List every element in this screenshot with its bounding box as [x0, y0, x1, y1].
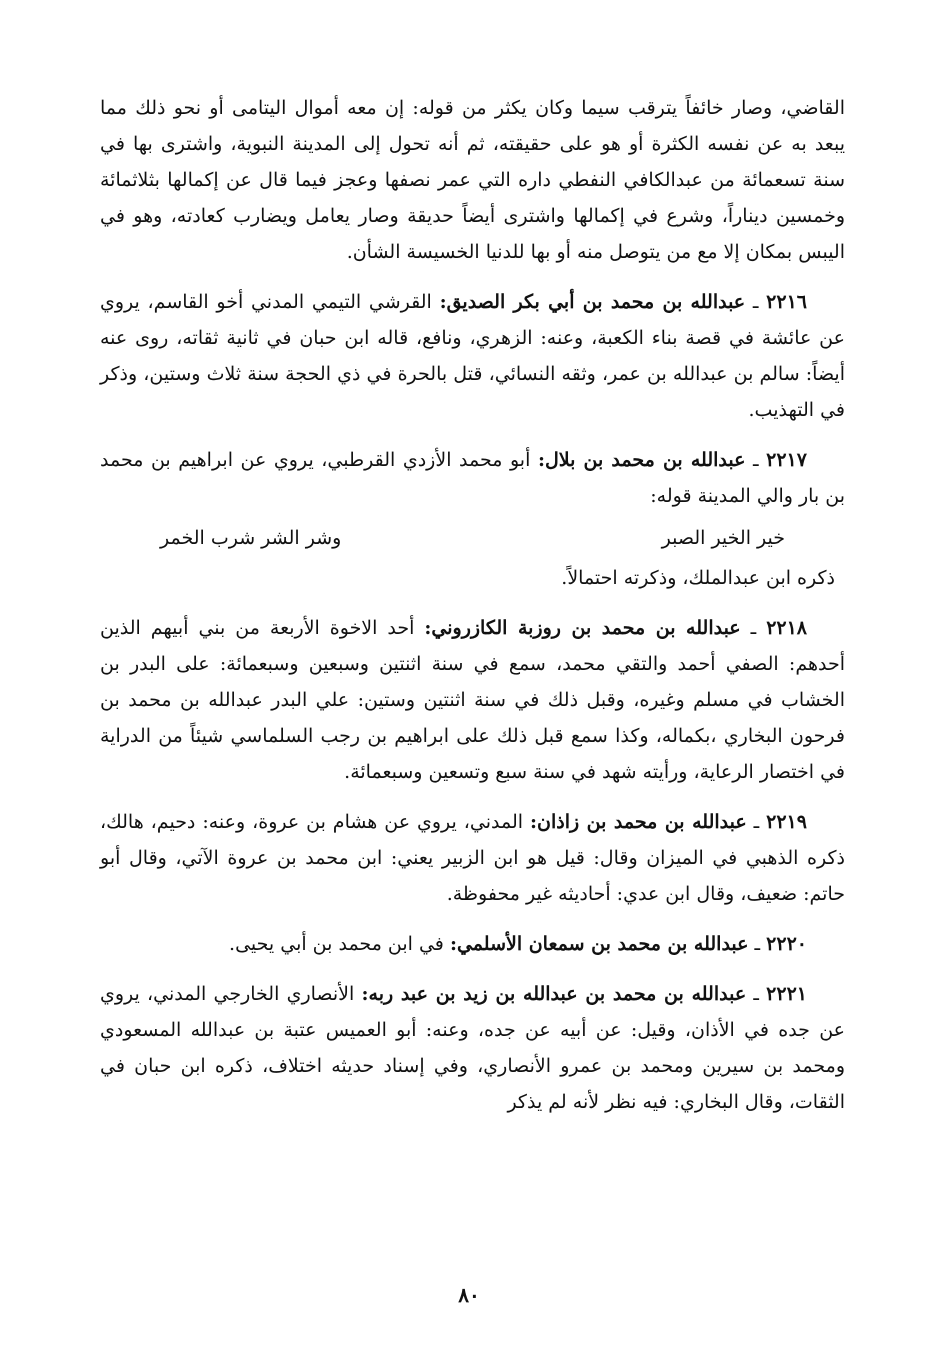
- entry-name: عبدالله بن محمد بن روزبة الكازروني:: [424, 617, 741, 639]
- entry-text: أحد الاخوة الأربعة من بني أبيهم الذين أحدهم: الصفي أحمد والتقي محمد، سمع في سنة اثنتين وسبعين وسبعمائة: على البدر بن الخشاب في مسلم وغيره، وقبل ذلك في سنة اثنتين وستين: علي البدر عبدالله بن محمد بن فرحون البخاري ،بكماله، وكذا سمع قبل ذلك على ابراهيم بن رجب السلماسي شيئاً من الدراية في اختصار الرعاية، ورأيته شهد في سنة سبع وتسعين وسبعمائة.: [100, 617, 845, 783]
- entry-number: ٢٢١٦: [766, 291, 807, 313]
- entry-2217: [100, 442, 845, 514]
- entry-dash: ـ: [752, 291, 759, 313]
- entry-dash: ـ: [753, 449, 759, 471]
- entry-2219: [100, 804, 845, 912]
- entry-text: القرشي التيمي المدني أخو القاسم، يروي عن عائشة في قصة بناء الكعبة، وعنه: الزهري، ونافع، قاله ابن حبان في ثانية ثقاته، روى عنه أيضاً: سالم بن عبدالله بن عمر، وثقه النسائي، قتل بالحرة في ذي الحجة سنة ثلاث وستين، وذكر في التهذيب.: [100, 291, 845, 421]
- entry-name: عبدالله بن محمد بن سمعان الأسلمي:: [449, 933, 749, 955]
- entry-name: عبدالله بن محمد بن أبي بكر الصديق:: [439, 291, 746, 313]
- entry-number: ٢٢٢١: [766, 983, 807, 1005]
- entry-2221: [100, 976, 845, 1120]
- intro-paragraph: القاضي، وصار خائفاً يترقب سيما وكان يكثر من قوله: إن معه أموال اليتامى أو نحو ذلك مما يبعد به عن نفسه الكثرة أو هو على حقيقته، ثم أنه تحول إلى المدينة النبوية، واشترى بها في سنة تسعمائة من عبدالكافي النفطي داره التي عمر نصفها وعجز فيما قال عن إكمالها بثلاثمائة وخمسين ديناراً، وشرع في إكمالها واشترى أيضاً حديقة وصار يعامل ويضارب كعادته، وهو في اليبس بمكان إلا مع من يتوصل منه أو بها للدنيا الخسيسة الشأن.: [100, 97, 845, 263]
- entry-number: ٢٢١٨: [766, 617, 808, 639]
- entry-text: أبو محمد الأزدي القرطبي، يروي عن ابراهيم بن محمد بن بار والي المدينة قوله:: [100, 449, 845, 507]
- verse-source-note: ذكره ابن عبدالملك، وذكرته احتمالاً.: [561, 567, 835, 589]
- entry-number: ٢٢١٧: [766, 449, 807, 471]
- entry-dash: ـ: [754, 933, 761, 955]
- entry-2216: [100, 284, 845, 428]
- entry-name: عبدالله بن محمد بن زاذان:: [529, 811, 747, 833]
- entry-2218: [100, 610, 845, 790]
- verse-first-hemistich: خير الخير الصبر: [661, 527, 785, 549]
- verse-second-hemistich: وشر الشر شرب الخمر: [160, 527, 342, 549]
- entry-text: المدني، يروي عن هشام بن عروة، وعنه: دحيم، هالك، ذكره الذهبي في الميزان وقال: قيل هو ابن الزبير يعني: ابن محمد بن عروة الآتي، وقال أبو حاتم: ضعيف، وقال ابن عدي: أحاديثه غير محفوظة.: [100, 811, 845, 905]
- entry-dash: ـ: [753, 983, 759, 1005]
- page-number: ٨٠: [458, 1283, 480, 1307]
- page-body: [100, 90, 845, 1134]
- entry-dash: ـ: [750, 617, 757, 639]
- entry-dash: ـ: [753, 811, 760, 833]
- entry-text: في ابن محمد بن أبي يحيى.: [229, 933, 444, 955]
- entry-name: عبدالله بن محمد بن عبدالله بن زيد بن عبد ربه:: [361, 983, 747, 1005]
- entry-text: الأنصاري الخارجي المدني، يروي عن جده في الأذان، وقيل: عن أبيه عن جده، وعنه: أبو العميس عتبة بن عبدالله المسعودي ومحمد بن سيرين ومحمد بن عمرو الأنصاري، وفي إسناد حديثه اختلاف، ذكره ابن حبان في الثقات، وقال البخاري: فيه نظر لأنه لم يذكر: [100, 983, 845, 1113]
- entry-number: ٢٢١٩: [766, 811, 807, 833]
- entry-2220: [100, 926, 845, 962]
- poetry-verse: [100, 520, 845, 556]
- entry-name: عبدالله بن محمد بن بلال:: [537, 449, 746, 471]
- entry-number: ٢٢٢٠: [766, 933, 807, 955]
